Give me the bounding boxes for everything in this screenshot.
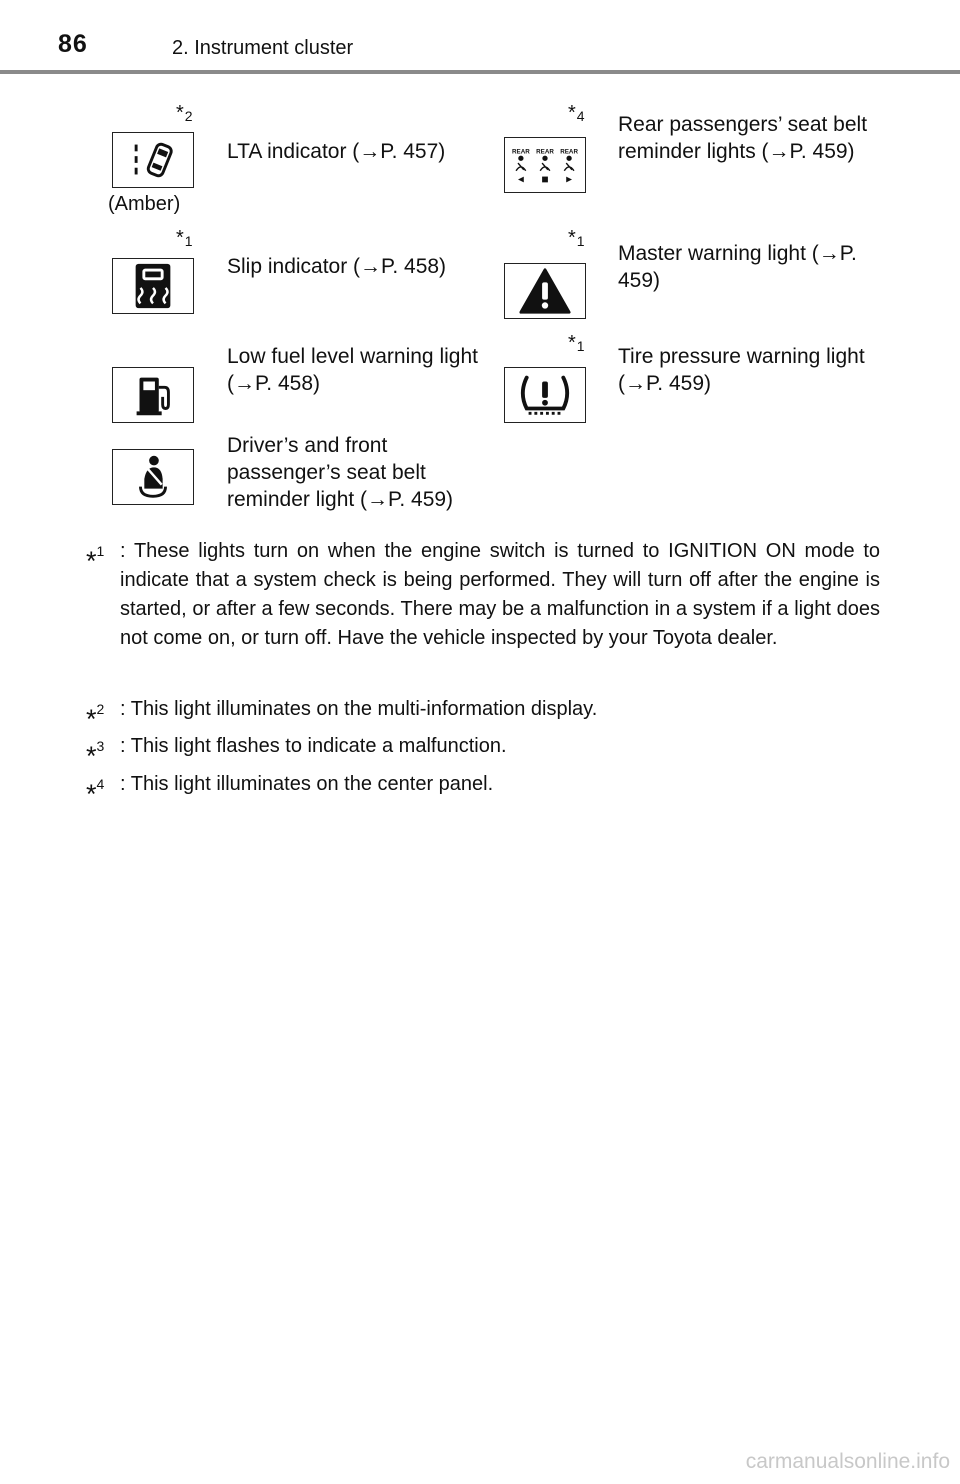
rear-seatbelt-description: Rear passengers’ seat belt reminder lights (→P. 459) <box>618 113 868 163</box>
footnote-marker: *$^1$ <box>568 332 585 354</box>
lta-indicator-box <box>112 132 194 188</box>
svg-text:REAR: REAR <box>512 148 530 156</box>
lta-lane-car-icon <box>113 133 193 187</box>
watermark: carmanualsonline.info <box>745 1450 950 1473</box>
footnote-text: : This light illuminates on the multi-information display. <box>120 698 598 720</box>
master-warning-box <box>504 263 586 319</box>
rear-seatbelt-reminder-icon <box>505 138 585 192</box>
footnote-marker: *$^2$ <box>86 701 105 734</box>
page-header <box>0 0 960 78</box>
footnote-marker: *$^1$ <box>176 227 193 249</box>
header-divider <box>0 70 960 74</box>
footnote-2 <box>86 695 880 734</box>
svg-text:REAR: REAR <box>536 148 554 156</box>
slip-indicator-icon <box>113 259 193 313</box>
svg-text:REAR: REAR <box>560 148 578 156</box>
footnote-marker: *$^1$ <box>568 227 585 249</box>
fuel-pump-icon <box>113 368 193 422</box>
footnote-marker: *$^2$ <box>176 102 193 124</box>
section-title: 2. Instrument cluster <box>172 37 354 59</box>
seatbelt-reminder-box <box>112 449 194 505</box>
fuel-description: Low fuel level warning light (→P. 458) <box>227 345 478 395</box>
footnote-text: : These lights turn on when the engine switch is turned to IGNITION ON mode to indicate that a system check is being performed. They will turn off after the engine is started, or after a few seconds. There may be a malfunction in a system if a light does not come on, or turn off. Have the vehicle inspected by your Toyota dealer. <box>120 540 880 649</box>
footnote-text: : This light flashes to indicate a malfunction. <box>120 735 507 757</box>
tire-pressure-icon <box>505 368 585 422</box>
footnote-1 <box>86 537 880 653</box>
amber-label: (Amber) <box>108 193 181 215</box>
slip-description: Slip indicator (→P. 458) <box>227 255 447 278</box>
footnote-text: : This light illuminates on the center panel. <box>120 773 494 795</box>
seatbelt-reminder-icon <box>113 450 193 504</box>
footnote-4 <box>86 770 880 809</box>
seatbelt-description: Driver’s and front passenger’s seat belt reminder light (→P. 459) <box>227 434 454 511</box>
footnote-marker: *$^4$ <box>568 102 585 124</box>
lta-description: LTA indicator (→P. 457) <box>227 140 446 163</box>
footnote-marker: *$^1$ <box>86 543 105 576</box>
master-warning-icon <box>505 264 585 318</box>
footnote-3 <box>86 732 880 771</box>
page-number: 86 <box>58 30 88 58</box>
rear-seatbelt-box <box>504 137 586 193</box>
fuel-warning-box <box>112 367 194 423</box>
footnote-marker: *$^3$ <box>86 738 105 771</box>
footnote-marker: *$^4$ <box>86 776 105 809</box>
tire-pressure-description: Tire pressure warning light (→P. 459) <box>618 345 865 395</box>
master-warning-description: Master warning light (→P. 459) <box>618 242 857 292</box>
slip-indicator-box <box>112 258 194 314</box>
tire-pressure-box <box>504 367 586 423</box>
